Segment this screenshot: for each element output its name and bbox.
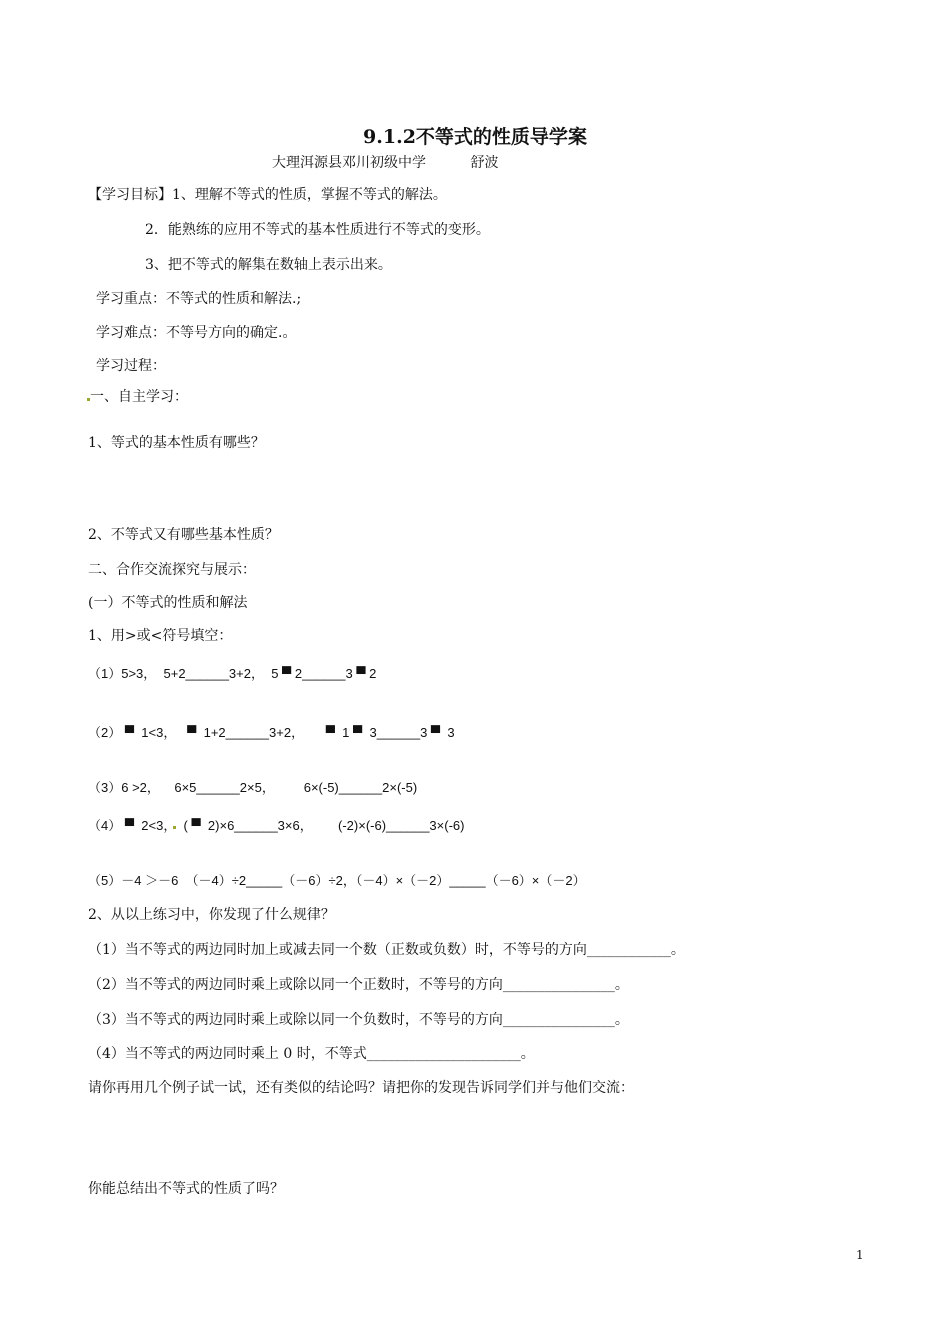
exercise-5: （5）－4 ＞－6 （－4）÷2_____（－6）÷2，（－4）×（－2）_____（－6）×（－2） [88,873,586,888]
exercise-1: （1）5>3， 5+2______3+2， 5 ▀ 2______3 ▀ 2 [88,666,377,681]
author-line: 大理洱源县邓川初级中学 舒波 [272,155,499,171]
difficulty: 学习难点：不等号方向的确定.。 [96,325,297,341]
document-title: 9.1.2不等式的性质导学案 [363,126,587,148]
objective-line-3: 3、把不等式的解集在数轴上表示出来。 [145,257,392,273]
subsection-heading: (一）不等式的性质和解法 [88,595,248,611]
section-2-heading: 二、合作交流探究与展示： [88,562,256,578]
try-prompt: 请你再用几个例子试一试，还有类似的结论吗？请把你的发现告诉同学们并与他们交流： [88,1080,634,1096]
question-1: 1、等式的基本性质有哪些？ [88,435,265,451]
question-2: 2、不等式又有哪些基本性质？ [88,527,279,543]
exercise-4: （4） ▀ 2<3， ( ▀ 2)×6______3×6， (-2)×(-6)______3×(-6) [88,818,465,833]
learning-process-label: 学习过程： [96,358,166,374]
section-1-heading: 一、自主学习： [90,389,188,405]
key-point: 学习重点：不等式的性质和解法.; [96,291,302,307]
objective-line-2: 2．能熟练的应用不等式的基本性质进行不等式的变形。 [145,222,490,238]
task-1: 1、用>或<符号填空： [88,628,233,644]
exercise-2: （2） ▀ 1<3， ▀ 1+2______3+2， ▀ 1 ▀ 3______3 ▀ 3 [88,725,455,740]
rule-1: （1）当不等式的两边同时加上或减去同一个数（正数或负数）时，不等号的方向____________。 [88,942,685,958]
task-2: 2、从以上练习中，你发现了什么规律？ [88,907,335,923]
rule-4: （4）当不等式的两边同时乘上 0 时，不等式______________________。 [88,1046,535,1062]
rule-3: （3）当不等式的两边同时乘上或除以同一个负数时，不等号的方向________________。 [88,1012,629,1028]
rule-2: （2）当不等式的两边同时乘上或除以同一个正数时，不等号的方向________________。 [88,977,629,993]
exercise-3: （3）6 >2， 6×5______2×5， 6×(-5)______2×(-5) [88,780,418,795]
objective-line-1: 【学习目标】1、理解不等式的性质，掌握不等式的解法。 [88,187,447,203]
summary-question: 你能总结出不等式的性质了吗？ [88,1181,284,1197]
page-number: 1 [856,1248,864,1262]
